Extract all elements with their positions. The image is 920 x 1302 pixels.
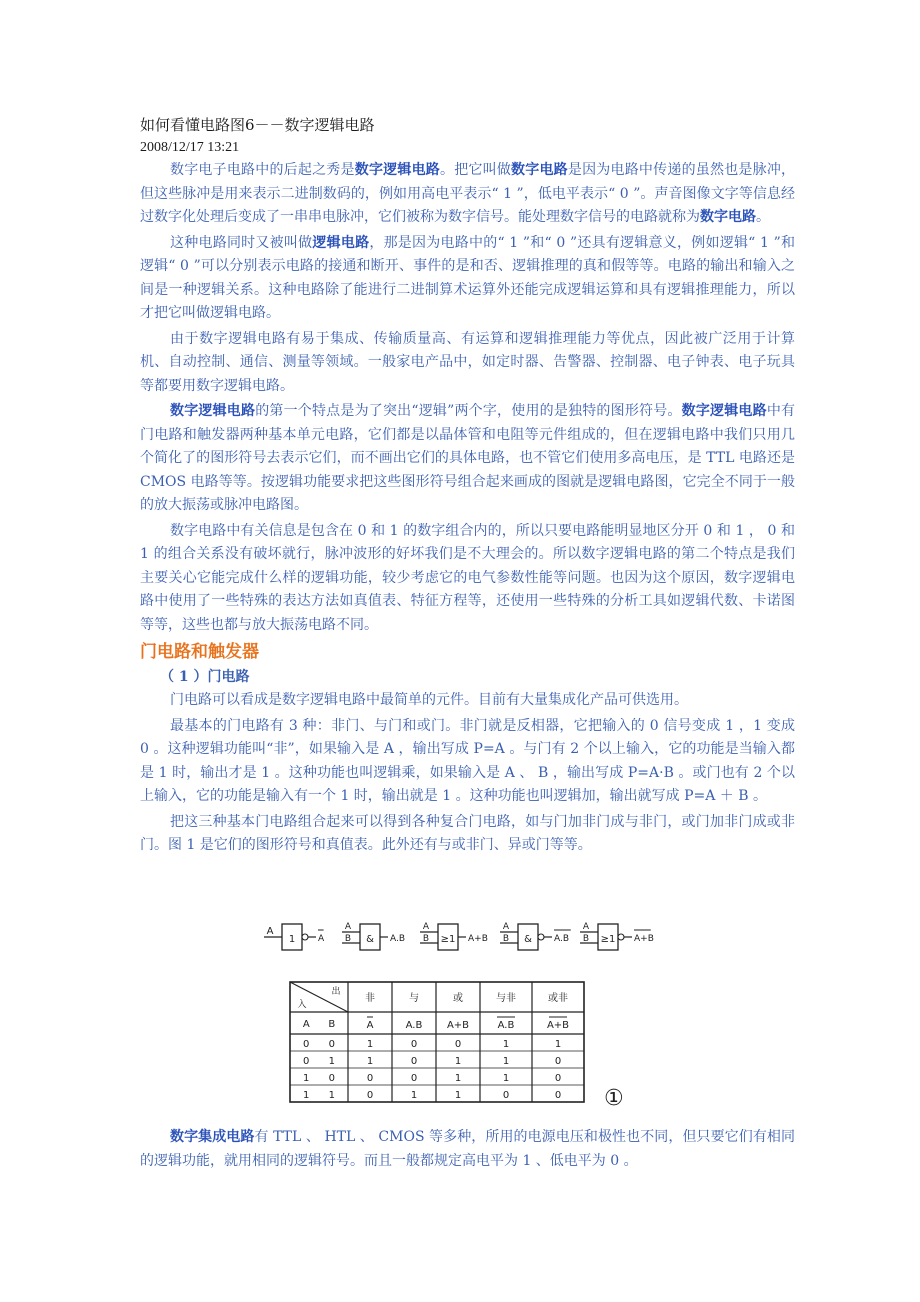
table-cell-input: 0 xyxy=(303,1056,310,1067)
table-cell-input: 1 xyxy=(328,1090,335,1101)
highlight-term: 数字逻辑电路 xyxy=(354,162,440,178)
last-paragraph-container xyxy=(140,1126,795,1175)
table-cell-output: 0 xyxy=(554,1090,562,1101)
table-cell-output: 0 xyxy=(502,1090,510,1101)
input-header: A xyxy=(302,1019,310,1030)
highlight-term: 数字集成电路 xyxy=(170,1129,255,1145)
gate-paragraphs xyxy=(140,689,795,858)
logic-gate-symbol xyxy=(420,922,488,950)
paragraph-text: 数字电路中有关信息是包含在 0 和 1 的数字组合内的，所以只要电路能明显地区分开 0 和 1 ， 0 和 1 的组合关系没有破坏就行，脉冲波形的好坏我们是不大理会的。所以数字逻辑电路的第二个特点是我们主要关心它能完成什么样的逻辑功能，较少考虑它的电气参数性能等问题。也因为这个原因，数字逻辑电路中使用了一些特殊的表达方法如真值表、特征方程等，还使用一些特殊的分析工具如逻辑代数、卡诺图等等，这些也都与放大振荡电路不同。 xyxy=(140,522,795,633)
table-expression: A.B xyxy=(497,1020,515,1031)
paragraph xyxy=(140,811,795,858)
gate-input-label: B xyxy=(422,934,430,944)
table-header: 与非 xyxy=(496,993,516,1004)
truth-table xyxy=(290,982,584,1102)
paragraph xyxy=(140,520,795,638)
paragraph-text: 数字电子电路中的后起之秀是 xyxy=(170,162,355,178)
table-cell-output: 1 xyxy=(554,1039,562,1050)
paragraph-text: 有 TTL 、 HTL 、 CMOS 等多种，所用的电源电压和极性也不同，但只要它们有相同的逻辑功能，就用相同的逻辑符号。而且一般都规定高电平为 1 、低电平为 0 。 xyxy=(140,1129,795,1169)
paragraph-text: 把这三种基本门电路组合起来可以得到各种复合门电路，如与门加非门成与非门，或门加非门成或非门。图 1 是它们的图形符号和真值表。此外还有与或非门、异或门等等。 xyxy=(140,813,795,853)
gate-output-label: A.B xyxy=(554,934,570,944)
gate-input-label: A xyxy=(422,922,430,932)
gate-symbol-text: & xyxy=(524,934,532,945)
paragraph-text: 。 xyxy=(756,209,770,225)
table-cell-input: 1 xyxy=(328,1056,335,1067)
highlight-term: 数字逻辑电路 xyxy=(681,403,767,419)
paragraph-text: 这种电路同时又被叫做 xyxy=(170,234,313,251)
inverter-bubble xyxy=(302,934,308,940)
paragraph xyxy=(140,715,795,809)
highlight-term: 数字电路 xyxy=(511,162,568,178)
gate-input-label: B xyxy=(502,934,510,944)
paragraph-text: 中有门电路和触发器两种基本单元电路，它们都是以晶体管和电阻等元件组成的，但在逻辑电路中我们只用几个简化了的图形符号去表示它们，而不画出它们的具体电路，也不管它们使用多高电压，是 TTL 电路还是 CMOS 电路等等。按逻辑功能要求把这些图形符号组合起来画成的图就是逻辑电路图，它完全不同于一般的放大振荡或脉冲电路图。 xyxy=(140,403,796,513)
document-title: 如何看懂电路图6－－数字逻辑电路 xyxy=(140,116,375,134)
logic-gate-symbol xyxy=(500,922,571,950)
table-cell-output: 0 xyxy=(554,1073,562,1084)
table-cell-output: 1 xyxy=(502,1056,510,1067)
table-cell-output: 1 xyxy=(502,1073,510,1084)
gate-symbol-text: ≥1 xyxy=(440,934,456,945)
gate-input-label: A xyxy=(502,922,510,932)
table-cell-output: 1 xyxy=(454,1073,462,1084)
gate-input-label: A xyxy=(582,922,590,932)
paragraph-text: 由于数字逻辑电路有易于集成、传输质量高、有运算和逻辑推理能力等优点，因此被广泛用于计算机、自动控制、通信、测量等领域。一般家电产品中，如定时器、告警器、控制器、电子钟表、电子玩具等都要用数字逻辑电路。 xyxy=(140,330,795,394)
paragraph-text: 的第一个特点是为了突出“逻辑”两个字，使用的是独特的图形符号。 xyxy=(255,403,682,419)
gate-symbol-text: 1 xyxy=(288,934,296,945)
intro-paragraphs xyxy=(140,159,795,637)
paragraph xyxy=(140,689,795,713)
gate-symbol-text: ≥1 xyxy=(600,934,616,945)
gate-output-label: A+B xyxy=(634,934,654,944)
highlight-term: 数字逻辑电路 xyxy=(170,403,256,419)
table-header: 与 xyxy=(409,993,419,1004)
gate-input-label: B xyxy=(344,934,352,944)
table-cell-output: 1 xyxy=(454,1090,462,1101)
figure-label: ① xyxy=(604,1086,624,1111)
document-body xyxy=(140,113,795,860)
table-expression: A.B xyxy=(405,1020,423,1031)
corner-output-label: 出 xyxy=(331,987,341,997)
paragraph xyxy=(140,400,795,518)
logic-gate-symbol xyxy=(342,922,405,950)
table-header: 或 xyxy=(453,993,463,1004)
table-cell-output: 1 xyxy=(366,1056,374,1067)
document-date: 2008/12/17 13:21 xyxy=(140,140,240,155)
table-cell-output: 1 xyxy=(366,1039,374,1050)
gate-input-label: A xyxy=(344,922,352,932)
table-cell-output: 0 xyxy=(366,1090,374,1101)
table-cell-output: 0 xyxy=(410,1056,418,1067)
corner-input-label: 入 xyxy=(297,1000,307,1010)
table-expression: A+B xyxy=(546,1020,570,1031)
paragraph-text: 最基本的门电路有 3 种：非门、与门和或门。非门就是反相器，它把输入的 0 信号变成 1 ，1 变成 0 。这种逻辑功能叫“非”，如果输入是 A ，输出写成 P=A 。与门有 2 个以上输入，它的功能是当输入都是 1 时，输出才是 1 。这种功能也叫逻辑乘，如果输入是 A 、 B ，输出写成 P=A·B 。或门也有 2 个以上输入，它的功能是输入有一个 1 时，输出就是 1 。这种功能也叫逻辑加，输出就写成 P=A ＋ B 。 xyxy=(140,717,795,804)
paragraph-text: 。把它叫做 xyxy=(440,162,512,178)
gate-input-label: A xyxy=(266,926,274,937)
table-cell-output: 0 xyxy=(554,1056,562,1067)
logic-gate-symbol xyxy=(264,924,325,950)
last-paragraph xyxy=(140,1126,795,1173)
table-cell-output: 1 xyxy=(410,1090,418,1101)
table-cell-output: 0 xyxy=(454,1039,462,1050)
table-cell-input: 1 xyxy=(303,1090,310,1101)
inverter-bubble xyxy=(538,934,544,940)
paragraph-text: 是因为电路中传递的虽然也是脉冲，但这些脉冲是用来表示二进制数码的，例如用高电平表示“ 1 ”，低电平表示“ 0 ”。声音图像文字等信息经过数字化处理后变成了一串串电脉冲，它们被称为数字信号。能处理数字信号的电路就称为 xyxy=(140,162,796,225)
paragraph xyxy=(140,159,795,230)
paragraph-text: 门电路可以看成是数字逻辑电路中最简单的元件。目前有大量集成化产品可供选用。 xyxy=(170,692,688,708)
gate-symbol-text: & xyxy=(366,934,374,945)
input-header: B xyxy=(328,1019,336,1030)
table-header: 或非 xyxy=(548,993,568,1004)
table-cell-input: 1 xyxy=(303,1073,310,1084)
table-cell-output: 0 xyxy=(410,1039,418,1050)
table-expression: A xyxy=(366,1020,374,1031)
table-cell-input: 0 xyxy=(328,1039,335,1050)
paragraph xyxy=(140,232,795,326)
table-expression: A+B xyxy=(446,1020,470,1031)
figure-gates-truth-table xyxy=(262,912,672,1117)
logic-gate-symbol xyxy=(580,922,654,950)
table-cell-output: 0 xyxy=(366,1073,374,1084)
table-cell-output: 1 xyxy=(454,1056,462,1067)
subsection-heading: （ 1 ）门电路 xyxy=(160,669,250,685)
gate-input-label: B xyxy=(582,934,590,944)
table-cell-input: 0 xyxy=(303,1039,310,1050)
inverter-bubble xyxy=(618,934,624,940)
highlight-term: 逻辑电路 xyxy=(312,234,370,251)
gate-symbols xyxy=(264,922,654,950)
gate-output-label: A+B xyxy=(468,934,488,944)
paragraph xyxy=(140,328,795,399)
highlight-term: 数字电路 xyxy=(700,209,756,225)
gate-output-label: A.B xyxy=(390,934,406,944)
table-cell-input: 0 xyxy=(328,1073,335,1084)
table-cell-output: 1 xyxy=(502,1039,510,1050)
table-header: 非 xyxy=(365,993,375,1004)
paragraph-text: ，那是因为电路中的“ 1 ”和“ 0 ”还具有逻辑意义，例如逻辑“ 1 ”和逻辑“ 0 ”可以分别表示电路的接通和断开、事件的是和否、逻辑推理的真和假等等。电路的输出和输入之间是一种逻辑关系。这种电路除了能进行二进制算术运算外还能完成逻辑运算和具有逻辑推理能力，所以才把它叫做逻辑电路。 xyxy=(140,234,796,321)
section-heading: 门电路和触发器 xyxy=(140,642,259,662)
gate-output-label: A xyxy=(318,934,325,944)
table-cell-output: 0 xyxy=(410,1073,418,1084)
